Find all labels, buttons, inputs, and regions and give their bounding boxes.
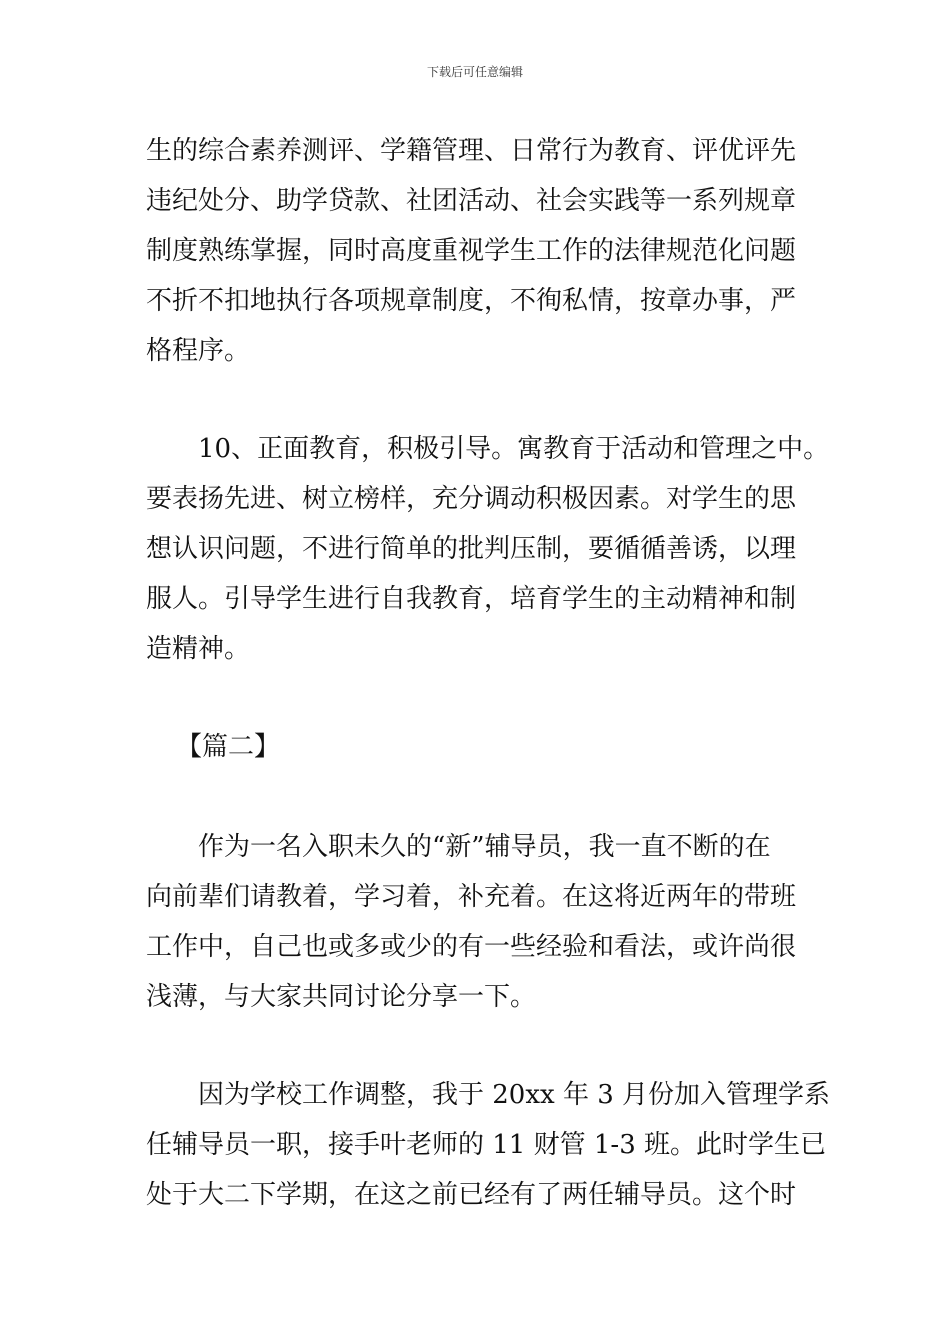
paragraph-line: 任辅导员一职，接手叶老师的 11 财管 1-3 班。此时学生已	[146, 1130, 827, 1160]
section-title: 【篇二】	[176, 732, 281, 762]
paragraph-line: 不折不扣地执行各项规章制度，不徇私情，按章办事，严	[146, 286, 797, 316]
paragraph-line: 10、正面教育，积极引导。寓教育于活动和管理之中。	[198, 434, 830, 464]
paragraph-line: 造精神。	[146, 634, 251, 664]
paragraph-line: 浅薄，与大家共同讨论分享一下。	[146, 982, 537, 1012]
paragraph-line: 工作中，自己也或多或少的有一些经验和看法，或许尚很	[146, 932, 797, 962]
paragraph-line: 作为一名入职未久的“新”辅导员，我一直不断的在	[198, 832, 771, 862]
paragraph-line: 生的综合素养测评、学籍管理、日常行为教育、评优评先	[146, 136, 797, 166]
paragraph-line: 违纪处分、助学贷款、社团活动、社会实践等一系列规章	[146, 186, 797, 216]
paragraph-line: 格程序。	[146, 336, 251, 366]
paragraph-line: 服人。引导学生进行自我教育，培育学生的主动精神和制	[146, 584, 797, 614]
page-header: 下载后可任意编辑	[426, 65, 523, 79]
paragraph-line: 制度熟练掌握，同时高度重视学生工作的法律规范化问题	[146, 236, 797, 266]
paragraph-line: 想认识问题，不进行简单的批判压制，要循循善诱，以理	[146, 534, 797, 564]
paragraph-line: 因为学校工作调整，我于 20xx 年 3 月份加入管理学系	[198, 1080, 831, 1110]
paragraph-line: 向前辈们请教着，学习着，补充着。在这将近两年的带班	[146, 882, 797, 912]
paragraph-line: 要表扬先进、树立榜样，充分调动积极因素。对学生的思	[146, 484, 797, 514]
paragraph-line: 处于大二下学期，在这之前已经有了两任辅导员。这个时	[146, 1180, 797, 1210]
